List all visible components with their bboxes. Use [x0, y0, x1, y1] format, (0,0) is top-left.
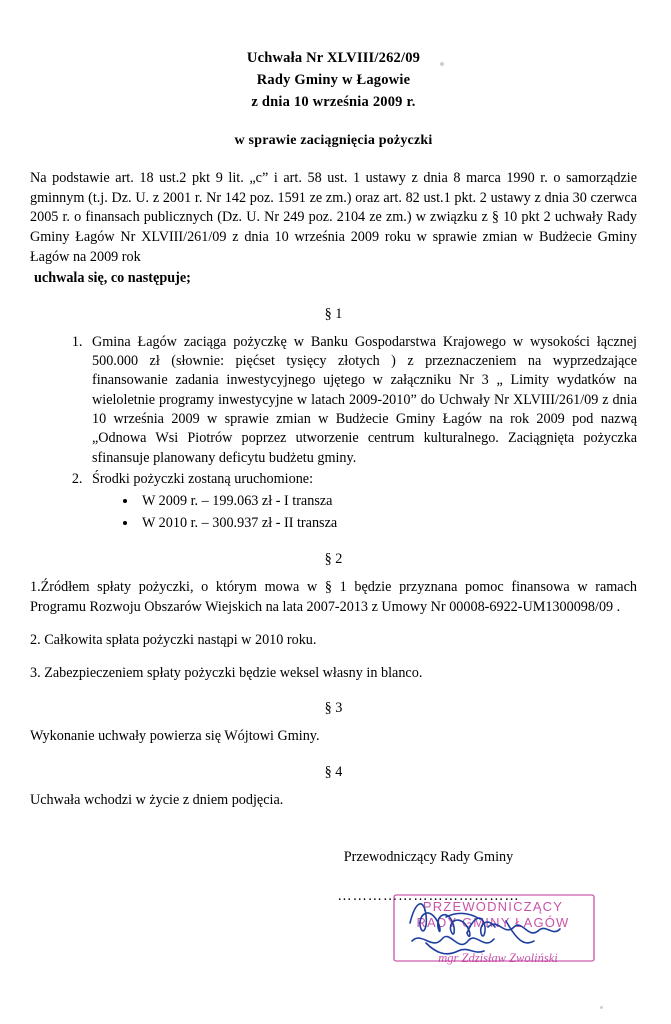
list-item: [86, 470, 637, 534]
section-3-paragraph-1: Wykonanie uchwały powierza się Wójtowi Gminy.: [30, 728, 320, 745]
document-subject: w sprawie zaciągnięcia pożyczki: [234, 133, 433, 149]
preamble-text: Na podstawie art. 18 ust.2 pkt 9 lit. „c” i art. 58 ust. 1 ustawy z dnia 8 marca 1990 r. o samorządzie gminnym (t.j. Dz. U. z 2001 r. Nr 142 poz. 1591 ze zm.) oraz art. 82 ust.1 pkt. 2 ustawy z dnia 30 czerwca 2005 r. o finansach publicznych (Dz. U. Nr 249 poz. 2104 ze zm.) w związku z § 10 pkt 2 uchwały Rady Gminy Łagów Nr XLVIII/261/09 z dnia 10 września 2009 roku w sprawie zmian w Budżecie Gminy Łagów na 2009 rok: [30, 170, 637, 265]
resolve-phrase: uchwala się, co następuje;: [34, 270, 191, 287]
list-item: 1. Gmina Łagów zaciąga pożyczkę w Banku Gospodarstwa Krajowego w wysokości łącznej 500.000 zł (słownie: pięćset tysięcy złotych ) z przeznaczeniem na wyprzedzające finansowanie zadania inwestycyjnego ujętego w załączniku Nr 3 „ Limity wydatków na wieloletnie programy inwestycyjne w latach 2009-2010” do Uchwały Nr XLVIII/261/09 z dnia 10 września 2009 w sprawie zmian w Budżecie Gminy Łagów na rok 2009 pod nazwą „Odnowa Wsi Piotrów poprzez utworzenie centrum kulturalnego. Zaciągnięta pożyczka sfinansuje planowany deficytu budżetu gminy.: [86, 333, 637, 468]
tranche-list: [92, 491, 637, 534]
section-mark-1: § 1: [324, 305, 343, 322]
section-mark-3: § 3: [324, 700, 343, 717]
section-2-paragraph-2: 2. Całkowita spłata pożyczki nastąpi w 2010 roku.: [30, 631, 317, 648]
stamp-line-1: PRZEWODNICZĄCY: [422, 899, 564, 914]
section-2-paragraph-1: 1.Źródłem spłaty pożyczki, o którym mowa w § 1 będzie przyznana pomoc finansowa w ramach Programu Rozwoju Obszarów Wiejskich na lata 2007-2013 z Umowy Nr 00008-6922-UM1300098/09 .: [30, 578, 637, 615]
scan-speck: [440, 62, 444, 66]
section-mark-2: § 2: [324, 550, 343, 567]
list-item: • W 2010 r. – 300.937 zł - II transza: [138, 513, 637, 534]
stamp-line-2: RADY GMINY ŁAGÓW: [416, 915, 570, 931]
stamp-name: mgr Zdzisław Zwoliński: [438, 951, 558, 965]
signature-role: Przewodniczący Rady Gminy: [343, 849, 514, 866]
list-item: • W 2009 r. – 199.063 zł - I transza: [138, 491, 637, 512]
scan-speck: [600, 1006, 603, 1009]
document-title: [30, 48, 637, 113]
list-item-label: Środki pożyczki zostaną uruchomione:: [92, 471, 314, 487]
title-line-2: Rady Gminy w Łagowie: [256, 71, 411, 88]
section-mark-4: § 4: [324, 764, 343, 781]
signature-dotted-line: ………………………………: [337, 888, 520, 905]
section-1-list: [30, 333, 637, 534]
title-line-3: z dnia 10 września 2009 r.: [251, 93, 416, 110]
legal-basis-preamble: [30, 169, 637, 289]
section-4-paragraph-1: Uchwała wchodzi w życie z dniem podjęcia.: [30, 792, 284, 809]
title-line-1: Uchwała Nr XLVIII/262/09: [246, 50, 421, 66]
section-2-paragraph-3: 3. Zabezpieczeniem spłaty pożyczki będzie weksel własny in blanco.: [30, 664, 423, 681]
